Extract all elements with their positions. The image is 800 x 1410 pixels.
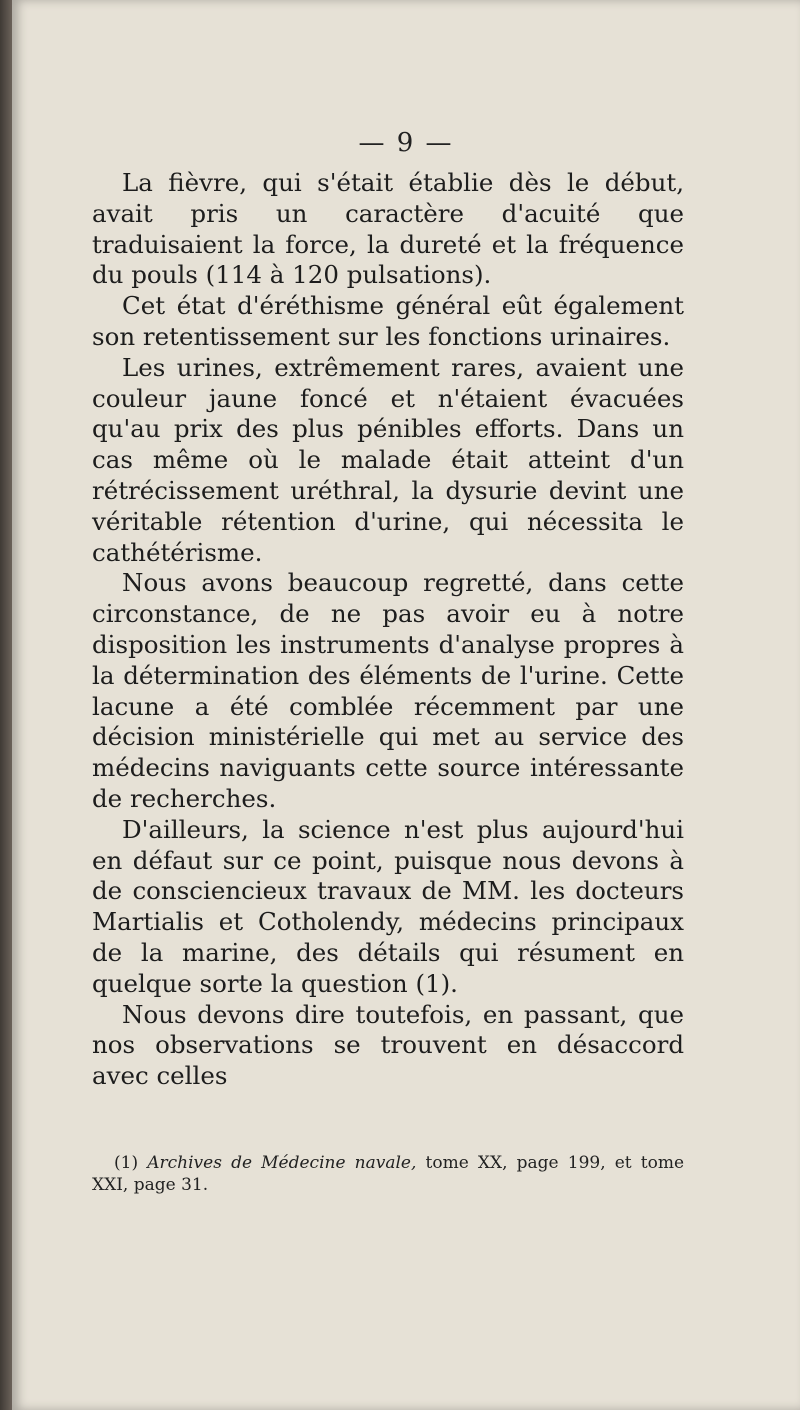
paragraph-4: Nous avons beaucoup regretté, dans cette circonstance, de ne pas avoir eu à notre disposition les instruments d'analyse propres à la détermination des éléments de l'urine. Cette lacune a été comblée récemment par une décision ministérielle qui met au service des médecins naviguants cette source intéressante de recherches.: [92, 568, 684, 813]
paragraph-2: Cet état d'éréthisme général eût également son retentissement sur les fonctions urinaires.: [92, 291, 684, 351]
footnote: [92, 1152, 684, 1196]
paragraph-1: La fièvre, qui s'était établie dès le début, avait pris un caractère d'acuité que traduisaient la force, la dureté et la fréquence du pouls (114 à 120 pulsations).: [92, 168, 684, 290]
document-page: [12, 0, 800, 1410]
footnote-marker: (1): [114, 1153, 139, 1173]
paragraph-6: Nous devons dire toutefois, en passant, que nos observations se trouvent en désaccord avec celles: [92, 999, 684, 1091]
footnote-text: tome XX, page 199, et tome XXI, page 31.: [92, 1153, 685, 1195]
book-spine: [0, 0, 12, 1410]
body-text: [92, 168, 684, 1092]
paragraph-3: Les urines, extrêmement rares, avaient une couleur jaune foncé et n'étaient évacuées qu'au prix des plus pénibles efforts. Dans un cas même où le malade était atteint d'un rétrécissement uréthral, la dysurie devint une véritable rétention d'urine, qui nécessita le cathétérisme.: [92, 352, 684, 567]
footnote-title: Archives de Médecine navale,: [147, 1153, 417, 1173]
page-number: — 9 —: [358, 128, 454, 158]
paragraph-5: D'ailleurs, la science n'est plus aujourd'hui en défaut sur ce point, puisque nous devons à de consciencieux travaux de MM. les docteurs Martialis et Cotholendy, médecins principaux de la marine, des détails qui résument en quelque sorte la question (1).: [92, 814, 684, 998]
